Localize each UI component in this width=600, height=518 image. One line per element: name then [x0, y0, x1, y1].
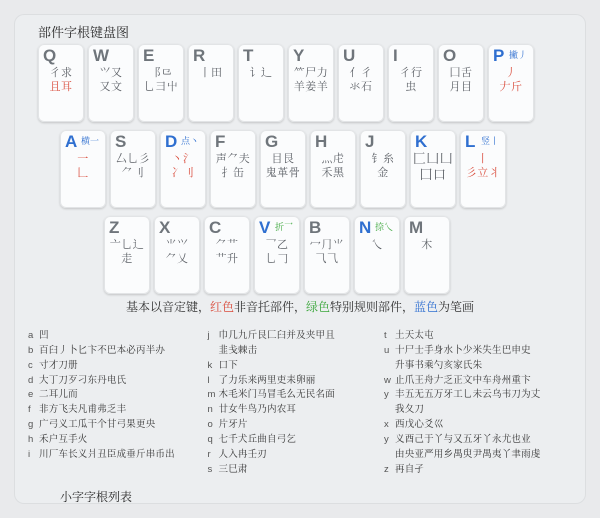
key-glyph-line: 厶乚彡 [115, 152, 151, 165]
key-glyph-line: ⺮尸力 [293, 66, 329, 79]
key-letter: H [315, 132, 328, 151]
key-letter: M [409, 218, 424, 237]
key-glyphs [60, 152, 106, 180]
key-letter: B [309, 218, 322, 237]
list-item-key: i [28, 448, 31, 460]
list-item-text: 非方飞夫凡甫弗乏丰 [39, 404, 127, 416]
list-item [28, 434, 203, 446]
key-glyph-line: 彡立丬 [465, 165, 501, 179]
list-item-text: 寸才刀册 [39, 359, 78, 371]
key-b[interactable] [304, 216, 350, 294]
list-item-key: y [384, 433, 389, 445]
key-glyph-line: 冖⺆⺌ [309, 238, 345, 251]
list-item-key: c [28, 359, 33, 371]
list-item-text: 木毛米门马冒毛么无民名面 [218, 389, 335, 401]
list-item-key: m [207, 389, 216, 401]
key-glyph-line: 冫刂 [171, 165, 195, 179]
key-glyphs [410, 152, 456, 185]
list-item-key: x [384, 419, 389, 431]
list-item [208, 404, 380, 416]
list-item [28, 449, 203, 461]
list-item-text: 义酉己于丫与又五牙丫永尤也业 [395, 433, 531, 445]
key-glyphs [310, 152, 356, 180]
key-hint: 横一 [81, 137, 100, 147]
key-letter: X [159, 218, 171, 237]
key-glyph-line: ⺈乂 [165, 251, 189, 265]
key-glyph-line: 囗口 [419, 168, 447, 184]
key-glyph-line: 禾黑 [321, 165, 345, 179]
key-glyphs [154, 238, 200, 266]
list-item-text: 了力乐来两里吏耒卵丽 [218, 374, 316, 386]
key-letter: C [209, 218, 222, 237]
list-item [208, 360, 380, 372]
legend-suffix: 为笔画 [438, 300, 475, 314]
key-n[interactable] [354, 216, 400, 294]
list-item [28, 389, 203, 401]
key-glyph-line: 𠂇斤 [499, 79, 523, 93]
list-item [208, 419, 380, 431]
list-item-text: 禾户互手火 [39, 433, 88, 445]
list-item-key: t [384, 330, 387, 341]
list-item [28, 345, 203, 357]
key-glyphs [160, 152, 206, 180]
keyboard-diagram [24, 44, 576, 294]
legend [0, 298, 600, 315]
key-glyph-line: 灬虍 [321, 152, 345, 165]
key-glyph-line: 又文 [99, 79, 123, 93]
radical-list-column-middle [208, 330, 380, 478]
key-x[interactable] [154, 216, 200, 294]
key-f[interactable] [210, 130, 256, 208]
key-glyphs [304, 238, 350, 266]
key-letter: V [259, 218, 271, 237]
key-hint: 折乛 [275, 223, 294, 233]
key-h[interactable] [310, 130, 356, 208]
key-hint: 竖丨 [481, 137, 500, 147]
list-item [208, 330, 380, 342]
key-w[interactable] [88, 44, 134, 122]
list-item-key: q [207, 433, 213, 445]
list-item-key: f [28, 404, 31, 416]
list-item [28, 330, 203, 342]
list-item-text: 大丁刀歹刁东丹电氏 [39, 374, 127, 386]
list-item-key: e [28, 389, 34, 401]
key-glyphs [438, 66, 484, 94]
list-item-text: 片牙片 [218, 419, 248, 431]
list-item-text: 广弓义工瓜干个甘弓果更央 [39, 419, 156, 431]
key-letter: G [265, 132, 279, 151]
legend-blue-label: 蓝色 [414, 300, 439, 314]
key-glyph-line: 艹升 [215, 251, 239, 265]
keyboard-row-3 [104, 216, 454, 294]
key-glyph-line: 声⺈夫 [215, 152, 251, 165]
key-glyphs [38, 66, 84, 94]
list-item-key: h [28, 433, 34, 445]
list-item-text: 口下 [218, 359, 238, 371]
key-glyph-line: ⺈刂 [121, 165, 145, 179]
list-item-key: u [384, 344, 390, 356]
key-t[interactable] [238, 44, 284, 122]
key-j[interactable] [360, 130, 406, 208]
key-letter: F [215, 132, 226, 151]
key-glyph-line: 囗舌 [449, 66, 473, 79]
key-letter: D [165, 132, 178, 151]
list-item [384, 464, 576, 476]
list-item-text: 三巳肃 [218, 463, 248, 475]
radical-list-column-left [28, 330, 203, 478]
key-s[interactable] [110, 130, 156, 208]
keyboard-row-2 [60, 130, 510, 208]
legend-green-label: 绿色 [305, 300, 330, 314]
key-glyphs [404, 238, 450, 252]
list-item-key: l [207, 374, 210, 386]
list-item-text: 七千犬丘曲自弓乞 [218, 433, 297, 445]
list-item [208, 375, 380, 387]
key-glyph-line: 鬼革骨 [265, 165, 301, 179]
key-m[interactable] [404, 216, 450, 294]
key-glyphs [254, 238, 300, 266]
key-glyphs [288, 66, 334, 94]
key-letter: P [493, 46, 505, 65]
list-item [384, 360, 576, 372]
key-hint: 撇丿 [509, 51, 528, 61]
list-item [28, 419, 203, 431]
list-item-text: 廿女牛鸟乃内农耳 [218, 404, 297, 416]
key-letter: Q [43, 46, 57, 65]
list-item [28, 360, 203, 372]
list-item [208, 464, 380, 476]
list-item-key [384, 449, 395, 461]
list-item-key: r [207, 448, 211, 460]
list-item [28, 404, 203, 416]
key-letter: A [65, 132, 78, 151]
key-glyphs [110, 152, 156, 180]
key-glyph-line: ⺃𠃌 [265, 251, 289, 265]
key-glyph-line: ⺍又 [99, 66, 123, 79]
key-glyphs [238, 66, 284, 80]
page-title: 部件字根键盘图 [38, 26, 130, 41]
list-item-key: j [207, 330, 210, 341]
key-glyph-line: 丨 [477, 152, 489, 165]
keyboard-row-1 [38, 44, 538, 122]
list-item-text: 再自孑 [395, 463, 425, 475]
key-glyph-line: 氺石 [349, 79, 373, 93]
key-g[interactable] [260, 130, 306, 208]
list-item-text: 二耳儿而 [39, 389, 78, 401]
list-item-key: o [207, 419, 213, 431]
key-glyphs [88, 66, 134, 94]
list-item [208, 389, 380, 401]
list-item [384, 389, 576, 401]
key-c[interactable] [204, 216, 250, 294]
list-item-text: 巾几九斤艮匚臼并及夹甲且 [218, 330, 335, 341]
radical-list-column-right [384, 330, 576, 478]
key-letter: L [465, 132, 476, 151]
key-glyph-line: ⻏⺋ [149, 66, 173, 79]
key-glyphs [104, 238, 150, 266]
list-item-text: 韭戋棘击 [218, 344, 258, 356]
key-glyph-line: 虫 [405, 79, 417, 93]
list-item-key: s [207, 463, 213, 475]
key-y[interactable] [288, 44, 334, 122]
list-item-key [384, 360, 395, 372]
list-item-key: y [384, 389, 389, 401]
key-z[interactable] [104, 216, 150, 294]
list-item-key [208, 345, 219, 357]
key-glyph-line: 𠃊 [77, 165, 89, 179]
key-p[interactable] [488, 44, 534, 122]
list-item [28, 375, 203, 387]
list-item-text: 十尸士手身水卜少米失生巴申史 [395, 344, 531, 356]
key-letter: U [343, 46, 356, 65]
list-item [384, 419, 576, 431]
key-glyph-line: 月目 [449, 79, 473, 93]
list-item [384, 345, 576, 357]
list-item [384, 434, 576, 446]
list-item [384, 449, 576, 461]
key-glyphs [188, 66, 234, 80]
legend-mid1: 非音托部件， [233, 300, 306, 314]
list-item-text: 由央亚严用乡禺臾尹禺夷丫聿雨虔 [395, 448, 541, 460]
key-letter: E [143, 46, 155, 65]
key-letter: T [243, 46, 254, 65]
key-letter: Z [109, 218, 120, 237]
key-a[interactable] [60, 130, 106, 208]
key-glyph-line: 彳行 [399, 66, 423, 79]
key-glyphs [360, 152, 406, 180]
list-item-key: d [28, 374, 34, 386]
key-glyphs [488, 66, 534, 94]
key-hint: 捺乀 [375, 223, 394, 233]
list-item-text: 西戊心爻巛 [395, 419, 444, 431]
key-glyph-line: 钅糸 [371, 152, 395, 165]
list-item-key: b [28, 344, 34, 356]
key-glyphs [204, 238, 250, 266]
key-glyph-line: 丨田 [199, 66, 223, 79]
key-e[interactable] [138, 44, 184, 122]
list-item-text: 百臼丿卜匕卞不巴本必丙半办 [39, 344, 166, 356]
key-glyph-line: 目艮 [271, 152, 295, 165]
list-item-text: 我夂刀 [395, 404, 425, 416]
list-item-text: 川厂车长义爿丑臣成垂斤串币出 [39, 448, 175, 460]
key-letter: R [193, 46, 206, 65]
key-glyph-line: 一 [77, 152, 89, 165]
list-item [208, 449, 380, 461]
key-glyphs [210, 152, 256, 180]
key-glyph-line: 乀 [371, 238, 383, 251]
key-glyph-line: 木 [421, 238, 433, 251]
key-glyph-line: 亠乚辶 [109, 238, 145, 251]
key-i[interactable] [388, 44, 434, 122]
key-glyphs [354, 238, 400, 252]
list-item-text: 人入冉壬刃 [218, 448, 268, 460]
list-item-key: g [28, 419, 34, 431]
list-item [208, 434, 380, 446]
key-glyph-line: 丿 [505, 66, 517, 79]
key-glyph-line: ⺌⺍ [165, 238, 189, 251]
key-hint: 点丶 [181, 137, 200, 147]
key-l[interactable] [460, 130, 506, 208]
key-glyphs [460, 152, 506, 180]
key-glyph-line: 匚⼐凵 [412, 152, 454, 167]
key-glyphs [338, 66, 384, 94]
list-item-key: w [384, 374, 391, 386]
key-glyph-line: ⺈艹 [215, 238, 239, 251]
list-item-text: 止爪王舟𠂇乏正文中车舟州重卞 [395, 374, 531, 386]
key-glyph-line: 丶氵 [171, 152, 195, 165]
list-item-key: a [28, 330, 34, 341]
key-glyph-line: 彳求 [49, 66, 73, 79]
key-glyph-line: 讠辶 [249, 66, 273, 79]
key-glyph-line: 走 [121, 251, 133, 265]
list-item-key [384, 404, 395, 416]
key-d[interactable] [160, 130, 206, 208]
key-glyph-line: 乚彐屮 [143, 79, 179, 93]
key-glyph-line: ⺄⺄ [315, 251, 339, 265]
key-u[interactable] [338, 44, 384, 122]
key-k[interactable] [410, 130, 456, 208]
legend-mid2: 特别规则部件， [330, 300, 415, 314]
key-glyph-line: 扌缶 [221, 165, 245, 179]
list-item [384, 330, 576, 342]
key-letter: Y [293, 46, 305, 65]
key-v[interactable] [254, 216, 300, 294]
key-glyphs [388, 66, 434, 94]
list-item-text: 丰五无五万牙工乚未云乌韦刀为丈 [395, 389, 541, 401]
key-letter: S [115, 132, 127, 151]
key-glyphs [138, 66, 184, 94]
list-item-key: z [384, 463, 389, 475]
key-r[interactable] [188, 44, 234, 122]
list-item-text: 凹 [39, 330, 49, 341]
bottom-title: 小字字根列表 [60, 490, 133, 504]
list-item-text: 土天太屯 [395, 330, 434, 341]
key-letter: N [359, 218, 372, 237]
legend-prefix: 基本以音定键， [125, 300, 210, 314]
key-glyph-line: 亻彳 [349, 66, 373, 79]
list-item-text: 升事书乘勺亥家氏朱 [395, 359, 483, 371]
key-o[interactable] [438, 44, 484, 122]
list-item [384, 404, 576, 416]
key-letter: K [415, 132, 428, 151]
list-item [384, 375, 576, 387]
key-letter: J [365, 132, 375, 151]
key-letter: O [443, 46, 457, 65]
key-letter: I [393, 46, 398, 65]
list-item [208, 345, 380, 357]
key-glyph-line: 且耳 [49, 79, 73, 93]
list-item-key: k [207, 359, 213, 371]
radical-lists [28, 330, 576, 478]
key-q[interactable] [38, 44, 84, 122]
list-item-key: n [207, 404, 213, 416]
legend-red-label: 红色 [209, 300, 234, 314]
key-glyph-line: 羊姜羊 [293, 79, 329, 93]
key-glyph-line: 乛乙 [265, 238, 289, 251]
key-glyph-line: 金 [377, 165, 389, 179]
key-letter: W [93, 46, 110, 65]
key-glyphs [260, 152, 306, 180]
